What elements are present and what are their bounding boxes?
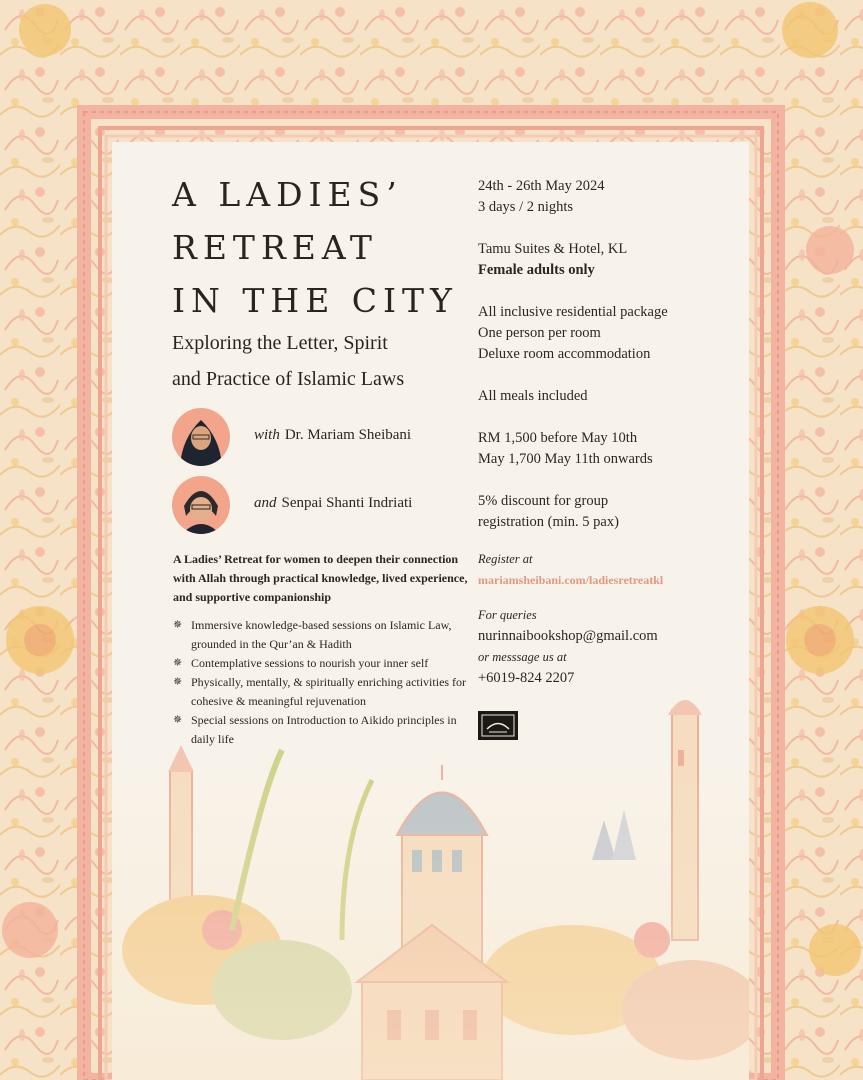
register-label: Register at (478, 552, 533, 566)
register-link[interactable]: mariamsheibani.com/ladiesretreatkl (478, 573, 664, 587)
star-bullet-icon: ✵ (173, 619, 183, 631)
title-line: A LADIES’ (172, 175, 403, 214)
retreat-subtitle (172, 325, 472, 397)
speaker-name: Dr. Mariam Sheibani (284, 427, 412, 443)
price-block (478, 428, 738, 470)
list-item (173, 673, 473, 711)
register-block (478, 549, 738, 591)
event-dates: 24th - 26th May 2024 (478, 178, 605, 194)
list-item-text: Immersive knowledge-based sessions on Islamic Law, grounded in the Qur’an & Hadith (191, 618, 452, 651)
event-duration: 3 days / 2 nights (478, 199, 574, 215)
avatar (172, 408, 230, 466)
meals-info: All meals included (478, 388, 588, 404)
list-item-text: Special sessions on Introduction to Aikido principles in daily life (191, 713, 457, 746)
speaker-name: Senpai Shanti Indriati (281, 495, 413, 511)
discount-line: registration (min. 5 pax) (478, 514, 619, 530)
discount-block (478, 491, 738, 533)
list-item (173, 616, 473, 654)
scene-fade (112, 760, 749, 1080)
price-line: May 1,700 May 11th onwards (478, 451, 653, 467)
package-block (478, 302, 738, 365)
list-item (173, 711, 473, 749)
date-block (478, 176, 738, 218)
retreat-intro: A Ladies’ Retreat for women to deepen their connection with Allah through practical knowledge, lived experience, and supportive companionship (173, 552, 468, 604)
message-label: or messsage us at (478, 650, 567, 664)
list-item-text: Contemplative sessions to nourish your inner self (191, 656, 429, 670)
speaker-label (254, 495, 412, 512)
feature-list (173, 616, 473, 749)
speaker-shanti (172, 476, 472, 536)
event-eligibility: Female adults only (478, 262, 595, 278)
event-details (478, 176, 738, 710)
contact-block (478, 605, 738, 689)
avatar (172, 476, 230, 534)
price-line: RM 1,500 before May 10th (478, 430, 638, 446)
subtitle-line: Exploring the Letter, Spirit (172, 332, 388, 354)
subtitle-line: and Practice of Islamic Laws (172, 368, 405, 390)
list-item (173, 654, 473, 673)
event-venue: Tamu Suites & Hotel, KL (478, 241, 628, 257)
star-bullet-icon: ✵ (173, 657, 183, 669)
package-line: One person per room (478, 325, 601, 341)
venue-block (478, 239, 738, 281)
package-line: Deluxe room accommodation (478, 346, 651, 362)
bookshop-logo (478, 711, 518, 740)
speaker-label (254, 427, 411, 444)
speaker-prefix: and (254, 495, 277, 511)
speaker-mariam (172, 408, 472, 468)
package-line: All inclusive residential package (478, 304, 668, 320)
list-item-text: Physically, mentally, & spiritually enriching activities for cohesive & meaningful rejuvenation (191, 675, 467, 708)
meals-block (478, 386, 738, 407)
contact-phone[interactable]: +6019-824 2207 (478, 670, 575, 686)
queries-label: For queries (478, 608, 537, 622)
speaker-prefix: with (254, 427, 280, 443)
contact-email[interactable]: nurinnaibookshop@gmail.com (478, 628, 658, 644)
title-line: RETREAT (172, 228, 378, 267)
title-line: IN THE CITY (172, 281, 458, 320)
star-bullet-icon: ✵ (173, 714, 183, 726)
retreat-title (172, 168, 472, 327)
discount-line: 5% discount for group (478, 493, 609, 509)
star-bullet-icon: ✵ (173, 676, 183, 688)
